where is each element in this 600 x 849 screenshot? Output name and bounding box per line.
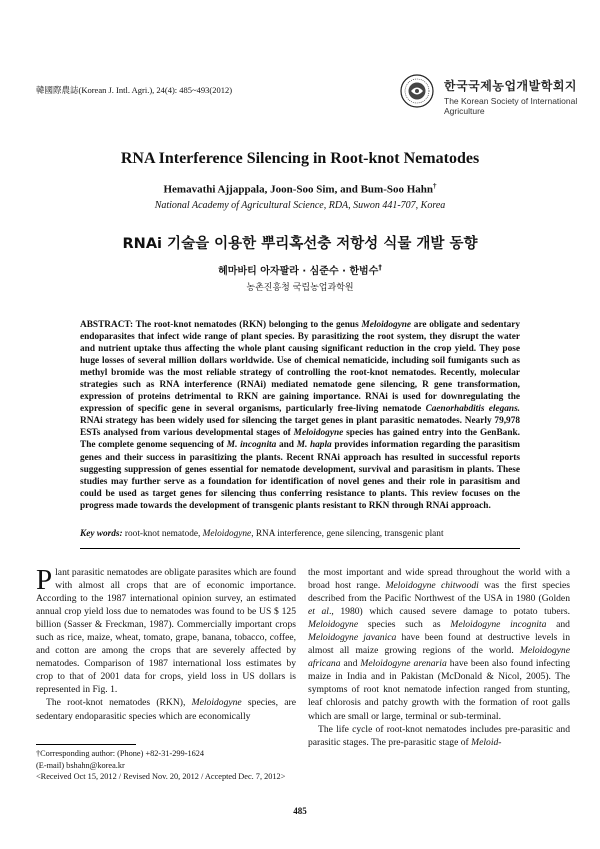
body-paragraph	[36, 566, 296, 696]
korean-corresponding-mark: †	[378, 263, 382, 272]
footnotes	[36, 748, 285, 783]
footnote-received-dates: <Received Oct 15, 2012 / Revised Nov. 20, 2012 / Accepted Dec. 7, 2012>	[36, 772, 286, 781]
body-text: and	[340, 658, 361, 670]
abstract-label: ABSTRACT:	[80, 320, 134, 330]
society-emblem-icon	[400, 74, 434, 108]
body-text: the most important and wide spread throughout the world with a broad host range.	[308, 567, 570, 592]
footnote-divider	[36, 744, 136, 745]
author-names: Hemavathi Ajjappala, Joon-Soo Sim, and Bum-Soo Hahn	[163, 183, 434, 196]
abstract-text: The root-knot nematodes (RKN) belonging to the genus	[133, 320, 362, 330]
society-english-name-line1: The Korean Society of International	[444, 96, 578, 106]
keywords-label: Key words:	[80, 529, 123, 539]
korean-affiliation: 농촌진흥청 국립농업과학원	[246, 283, 354, 293]
body-column-left	[36, 566, 296, 723]
society-logo-block	[400, 74, 580, 126]
body-italic: Meloidogyne	[308, 619, 359, 631]
keywords	[80, 529, 520, 539]
body-text: The root-knot nematodes (RKN),	[46, 697, 192, 709]
body-italic: Meloid-	[471, 736, 502, 748]
body-paragraph	[308, 723, 570, 749]
korean-title: RNAi 기술을 이용한 뿌리혹선충 저항성 식물 개발 동향	[122, 236, 478, 252]
section-divider	[80, 548, 520, 549]
abstract-text: RNAi strategy has been widely used for silencing the target genes in plant parasitic nematodes. Nearly 79,978 ESTs analysed from various developmental stages of	[80, 416, 520, 439]
body-italic: Meloidogyne arenaria	[360, 658, 447, 670]
body-italic: et al	[308, 606, 329, 618]
korean-author-names: 헤마바티 아자팔라 · 심준수 · 한범수	[218, 266, 379, 277]
body-text: have been also found infecting maize in India and in Pakistan (McDonald & Nicol, 2005). The symptoms of root knot nematode infection ranged from stunting, leaf chlorosis and patchy growth with the formation of root galls which are small or large, terminal or sub-terminal.	[308, 658, 571, 722]
body-text: species such as	[358, 619, 451, 631]
body-italic: Meloidogyne javanica	[308, 632, 397, 644]
abstract-text: provides information regarding the parasitism genes and their success in parasitizing the plants. Recent RNAi approach has resulted in successful reports suggesting suppression of genes essential for nematode development, survival and parasitism in plants. These studies may further serve as a foundation for identification of novel genes and their role in parasitism and could be used as target genes for silencing thus conferring resistance to plants. This review focuses on the progress made towards the development of transgenic plants resistant to RKN through RNAi approach.	[80, 440, 520, 511]
abstract	[80, 319, 520, 512]
abstract-italic: Meloidogyne	[361, 320, 412, 330]
body-text: species, are sedentary endoparasitic species which are economically	[36, 697, 296, 722]
keywords-italic: Meloidogyne	[202, 529, 252, 539]
paper-title: RNA Interference Silencing in Root-knot Nematodes	[120, 150, 480, 167]
abstract-italic: Caenorhabditis elegans.	[425, 404, 521, 415]
corresponding-mark: †	[433, 182, 437, 190]
abstract-text: species has gained entry into the GenBank. The complete genome sequencing of	[80, 428, 520, 451]
body-text: was the first species described from the Pacific Northwest of the USA in 1980 (Golden	[308, 580, 570, 605]
body-italic: Meloidogyne	[191, 697, 242, 709]
abstract-text: and	[276, 440, 297, 451]
page-number: 485	[293, 806, 307, 816]
body-column-right	[308, 566, 570, 749]
author-list	[0, 182, 600, 196]
body-text: have been found at destructive levels in almost all maize growing regions of the world.	[308, 632, 570, 657]
body-text: lant parasitic nematodes are obligate parasites which are found with almost all crops that are of economic importance. According to the 1987 international opinion survey, an estimated annual crop yield loss due to nematodes was found to be US $ 125 billion (Sasser & Freckman, 1987). Commercially important crops such as rice, maize, wheat, tomato, grape, banana, tobacco, coffee, and cotton are among the crops that are severely affected by nematodes. Comparison of 1987 international loss estimates by crop to that of 2001 data for crops, yield loss in US dollars is represented in Fig. 1.	[36, 567, 296, 696]
korean-author-list	[0, 262, 600, 277]
society-korean-name: 한국국제농업개발학회지	[444, 79, 578, 93]
keywords-text: root-knot nematode,	[122, 529, 203, 539]
journal-citation: 韓國際農誌(Korean J. Intl. Agri.), 24(4): 485~493(2012)	[36, 85, 233, 95]
abstract-italic: Meloidogyne	[293, 428, 344, 439]
body-italic: Meloidogyne incognita	[450, 619, 547, 631]
keywords-text: , RNA interference, gene silencing, transgenic plant	[251, 529, 444, 539]
body-text: and	[546, 619, 570, 631]
body-paragraph	[36, 696, 296, 722]
body-italic: Meloidogyne chitwoodi	[385, 580, 479, 592]
body-text: The life cycle of root-knot nematodes includes pre-parasitic and parasitic stages. The pre-parasitic stage of	[308, 723, 570, 748]
abstract-text: are obligate and sedentary endoparasites that infect wide range of plant species. By parasitizing the root system, they disrupt the water and nutrient uptake thus affecting the whole plant causing significant reduction in the crop yield. They pose huge losses of several million dollars worldwide. Use of chemical nematicide, including soil fumigants such as methyl bromide was the most reliable strategy of controlling the root-knot nematodes. Recently, molecular strategies such as RNA interference (RNAi) mediated nematode gene silencing, R gene transformation, expression of proteins detrimental to RKN are gaining importance. RNAi is used for downregulating the expression of specific gene in several organisms, particularly free-living nematode	[80, 320, 520, 415]
body-paragraph	[308, 566, 570, 723]
abstract-italic: M. incognita	[226, 440, 277, 451]
footnote-email: (E-mail) bshahn@korea.kr	[36, 760, 125, 770]
footnote-corresponding-author: †Corresponding author: (Phone) +82-31-299-1624	[36, 749, 205, 758]
body-text: ., 1980) which caused severe damage to potato tubers.	[328, 606, 571, 618]
society-english-name-line2: Agriculture	[444, 106, 485, 116]
body-italic: Meloidogyne africana	[308, 645, 570, 670]
abstract-italic: M. hapla	[296, 440, 332, 451]
author-affiliation: National Academy of Agricultural Science, RDA, Suwon 441-707, Korea	[154, 200, 446, 211]
drop-cap: P	[36, 564, 53, 596]
